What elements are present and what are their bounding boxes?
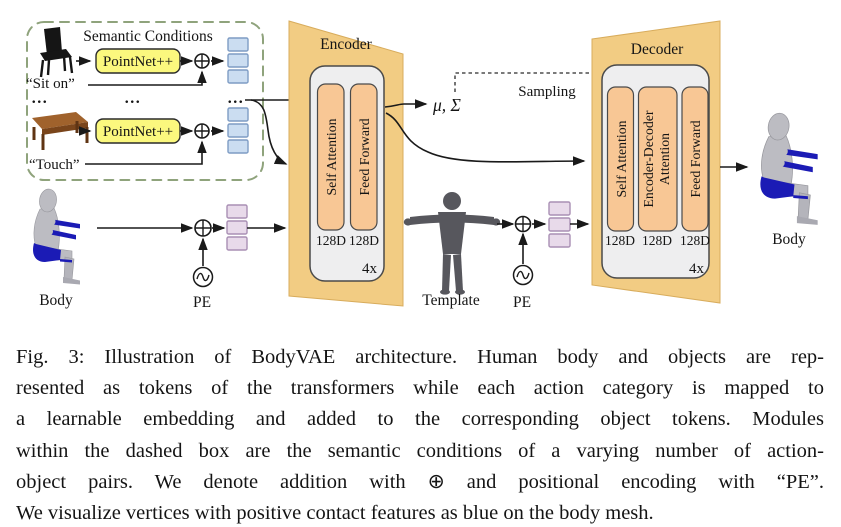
encoder-title: Encoder <box>320 36 372 53</box>
token-stack-pink-2 <box>549 202 570 247</box>
token-stack-blue-2 <box>228 108 248 153</box>
caption-line: object pairs. We denote addition with ⊕ and positional encoding with “PE”. <box>16 470 824 493</box>
mu-sigma-label: μ, Σ <box>433 95 461 115</box>
body-mesh-input <box>33 188 80 285</box>
pe-icon <box>514 266 533 285</box>
pe-label: PE <box>192 294 212 311</box>
self-attention-label: Self Attention <box>324 118 339 196</box>
body-input-label: Body <box>39 292 73 309</box>
table-icon <box>32 112 88 150</box>
chair-icon <box>40 27 72 77</box>
caption-line: Fig. 3: Illustration of BodyVAE architecture. Human body and objects are rep- <box>16 346 824 368</box>
ellipsis: ... <box>227 90 245 107</box>
ellipsis: ... <box>31 90 49 107</box>
repeat-label: 4x <box>689 261 704 277</box>
oplus-icon <box>195 220 211 236</box>
encoder-decoder-attention-label-line1: Encoder-Decoder <box>641 110 656 208</box>
action-label-touch: “Touch” <box>29 157 80 173</box>
connector-arrow <box>386 113 584 162</box>
ellipsis: ... <box>124 90 142 107</box>
feed-forward-label: Feed Forward <box>688 120 703 198</box>
dim-label: 128D <box>605 233 635 248</box>
oplus-icon <box>516 217 531 232</box>
caption-line: resented as tokens of the transformers while each action category is mapped to <box>16 377 824 400</box>
connector-arrow <box>251 100 286 164</box>
encoder-decoder-attention-label-line2: Attention <box>657 132 672 186</box>
self-attention-label: Self Attention <box>614 120 629 198</box>
template-label: Template <box>422 292 480 309</box>
pointnet-label-2: PointNet++ <box>102 124 174 140</box>
caption-line: a learnable embedding and added to the corresponding object tokens. Modules <box>16 408 824 431</box>
body-output-label: Body <box>772 231 806 248</box>
dim-label: 128D <box>680 233 710 248</box>
action-label-sit-on: “Sit on” <box>26 76 75 92</box>
token-stack-pink-1 <box>227 205 247 250</box>
connector-arrow <box>88 72 202 85</box>
pointnet-label-1: PointNet++ <box>102 54 174 70</box>
token-stack-blue-1 <box>228 38 248 83</box>
dim-label: 128D <box>642 233 672 248</box>
pe-label: PE <box>512 294 532 311</box>
oplus-icon <box>195 124 209 138</box>
caption-line: within the dashed box are the semantic conditions of a varying number of action- <box>16 439 824 462</box>
semantic-conditions-title: Semantic Conditions <box>83 28 213 45</box>
dim-label: 128D <box>349 233 379 248</box>
sampling-label: Sampling <box>518 84 576 100</box>
feed-forward-label: Feed Forward <box>357 118 372 196</box>
decoder-title: Decoder <box>630 41 684 58</box>
body-mesh-output <box>760 112 817 225</box>
oplus-icon <box>195 54 209 68</box>
connector-arrow <box>85 142 202 164</box>
pe-icon <box>194 268 213 287</box>
dim-label: 128D <box>316 233 346 248</box>
template-mesh <box>404 192 500 295</box>
caption-line: We visualize vertices with positive contact features as blue on the body mesh. <box>16 502 654 525</box>
figure-caption <box>0 332 841 527</box>
repeat-label: 4x <box>362 261 377 277</box>
